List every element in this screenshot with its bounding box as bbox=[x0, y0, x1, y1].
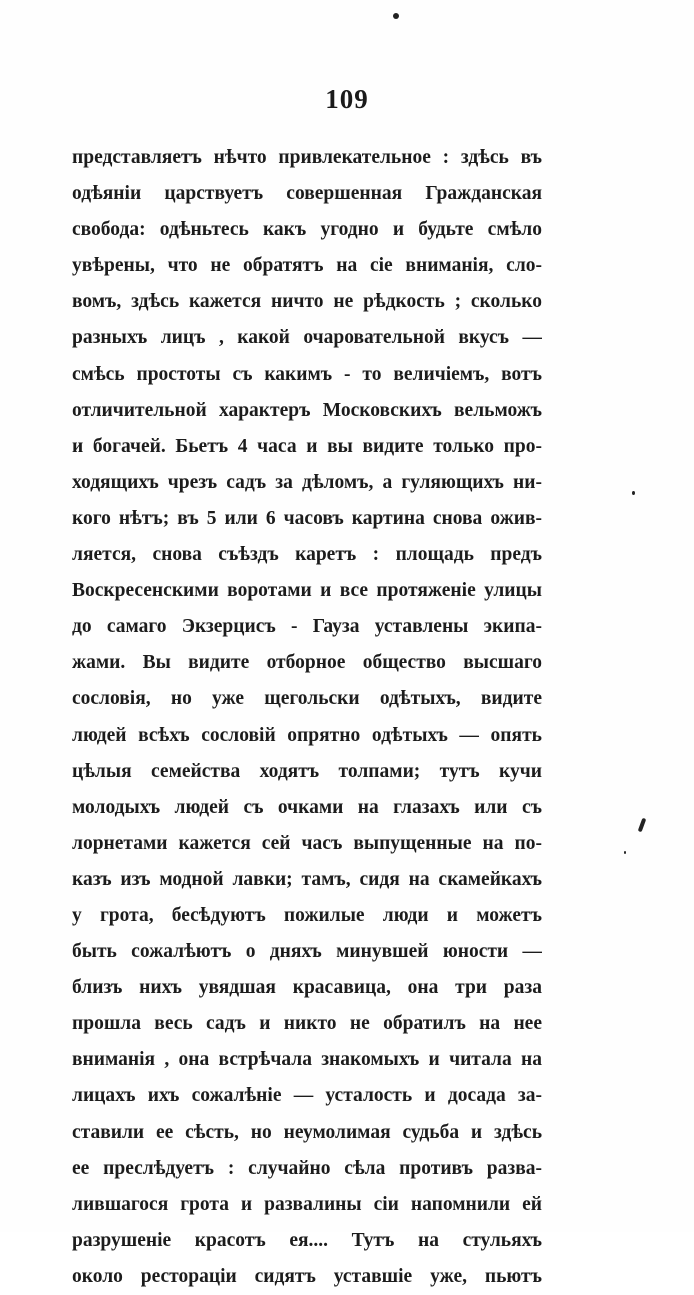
text-line: близъ нихъ увядшая красавица, она три раза bbox=[72, 977, 542, 999]
text-line: лорнетами кажется сей часъ выпущенные на по- bbox=[72, 832, 542, 854]
text-line: ее преслѣдуетъ : случайно сѣла противъ разва- bbox=[72, 1157, 542, 1179]
text-line: ляется, снова съѣздъ каретъ : площадь предъ bbox=[72, 544, 542, 566]
text-line: казъ изъ модной лавки; тамъ, сидя на скамейкахъ bbox=[72, 868, 542, 890]
text-line: и богачей. Бьетъ 4 часа и вы видите только про- bbox=[72, 435, 542, 457]
text-line: цѣлыя семейства ходятъ толпами; тутъ кучи bbox=[72, 760, 542, 782]
body-text bbox=[72, 140, 542, 1295]
text-line: кого нѣтъ; въ 5 или 6 часовъ картина снова ожив- bbox=[72, 507, 542, 529]
text-line: прошла весь садъ и никто не обратилъ на нее bbox=[72, 1013, 542, 1035]
page-number: 109 bbox=[325, 84, 369, 114]
ink-speck bbox=[638, 818, 647, 833]
ink-speck bbox=[632, 491, 635, 495]
ink-speck bbox=[624, 851, 626, 854]
text-line: сословія, но уже щегольски одѣтыхъ, видите bbox=[72, 688, 542, 710]
text-line: увѣрены, что не обратятъ на сіе вниманія, сло- bbox=[72, 255, 542, 277]
text-line: быть сожалѣютъ о дняхъ минувшей юности — bbox=[72, 941, 542, 963]
text-line: разрушеніе красотъ ея.... Тутъ на стульяхъ bbox=[72, 1229, 542, 1251]
text-line: жами. Вы видите отборное общество высшаго bbox=[72, 652, 542, 674]
text-line: одѣяніи царствуетъ совершенная Гражданская bbox=[72, 183, 542, 205]
text-line: отличительной характеръ Московскихъ вельможъ bbox=[72, 399, 542, 421]
text-line: до самаго Экзерцисъ - Гауза уставлены экипа- bbox=[72, 616, 542, 638]
text-line: вниманія , она встрѣчала знакомыхъ и читала на bbox=[72, 1049, 542, 1071]
text-line: людей всѣхъ сословій опрятно одѣтыхъ — опять bbox=[72, 724, 542, 746]
text-line: у грота, бесѣдуютъ пожилые люди и можетъ bbox=[72, 904, 542, 926]
text-line: лившагося грота и развалины сіи напомнили ей bbox=[72, 1193, 542, 1215]
text-line: около ресторацiи сидятъ уставшіе уже, пьютъ bbox=[72, 1265, 542, 1287]
text-line: Воскресенскими воротами и все протяженіе улицы bbox=[72, 580, 542, 602]
text-line: молодыхъ людей съ очками на глазахъ или съ bbox=[72, 796, 542, 818]
text-line: ставили ее сѣсть, но неумолимая судьба и здѣсь bbox=[72, 1121, 542, 1143]
text-line: разныхъ лицъ , какой очаровательной вкусъ — bbox=[72, 327, 542, 349]
ink-speck bbox=[393, 13, 399, 19]
text-line: свобода: одѣньтесь какъ угодно и будьте смѣло bbox=[72, 219, 542, 241]
text-line: представляетъ нѣчто привлекательное : здѣсь въ bbox=[72, 147, 542, 168]
text-line: ходящихъ чрезъ садъ за дѣломъ, а гуляющихъ ни- bbox=[72, 471, 542, 493]
text-line: смѣсь простоты съ какимъ - то величіемъ, вотъ bbox=[72, 363, 542, 385]
text-line: вомъ, здѣсь кажется ничто не рѣдкость ; сколько bbox=[72, 291, 542, 313]
text-line: лицахъ ихъ сожалѣніе — усталость и досада за- bbox=[72, 1085, 542, 1107]
